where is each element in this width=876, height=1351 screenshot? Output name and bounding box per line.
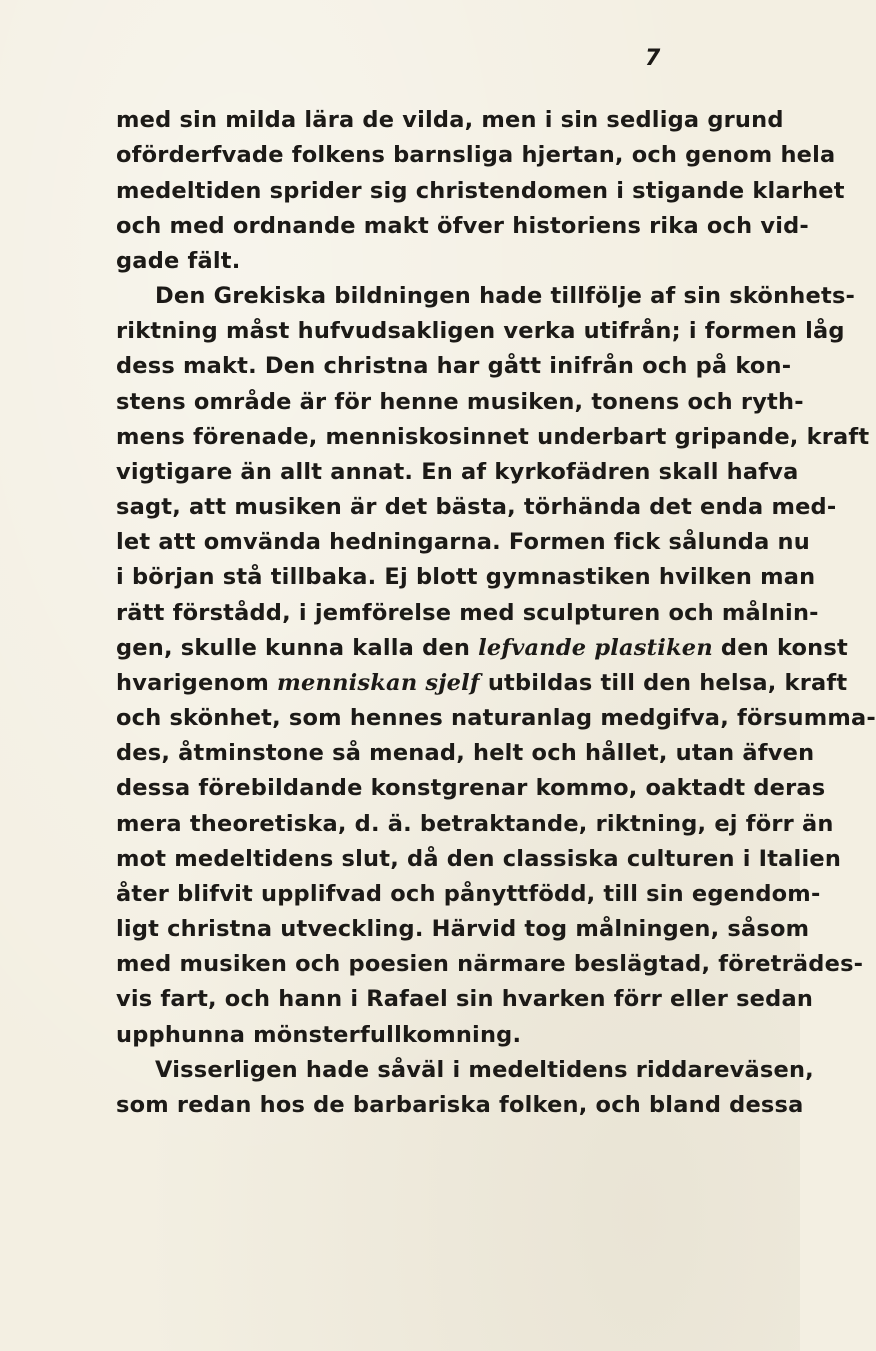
text-segment: utbildas till den helsa, kraft xyxy=(487,670,848,696)
page-number: 7 xyxy=(645,46,661,71)
text-line: riktning måst hufvudsakligen verka utifrån; i formen låg xyxy=(116,318,845,344)
text-line: som redan hos de barbariska folken, och bland dessa xyxy=(116,1092,804,1118)
text-line: let att omvända hedningarna. Formen fick sålunda nu xyxy=(116,529,810,555)
text-segment: den konst xyxy=(720,635,848,661)
text-line: med musiken och poesien närmare beslägtad, företrädes- xyxy=(116,951,864,977)
text-segment: hvarigenom xyxy=(116,670,269,696)
text-line: dessa förebildande konstgrenar kommo, oaktadt deras xyxy=(116,775,826,801)
text-line: Visserligen hade såväl i medeltidens riddareväsen, xyxy=(155,1057,814,1083)
text-line: dess makt. Den christna har gått inifrån och på kon- xyxy=(116,353,792,379)
text-line: vis fart, och hann i Rafael sin hvarken förr eller sedan xyxy=(116,986,814,1012)
text-line xyxy=(116,632,848,664)
text-line: medeltiden sprider sig christendomen i stigande klarhet xyxy=(116,178,845,204)
text-line: gade fält. xyxy=(116,248,241,274)
text-line xyxy=(116,667,848,699)
text-line: åter blifvit upplifvad och pånyttfödd, till sin egendom- xyxy=(116,881,821,907)
text-line: mens förenade, menniskosinnet underbart gripande, kraft xyxy=(116,424,870,450)
text-line: ligt christna utveckling. Härvid tog målningen, såsom xyxy=(116,916,810,942)
text-line: sagt, att musiken är det bästa, törhända det enda med- xyxy=(116,494,837,520)
text-line: mot medeltidens slut, då den classiska culturen i Italien xyxy=(116,846,842,872)
text-line: oförderfvade folkens barnsliga hjertan, och genom hela xyxy=(116,142,836,168)
text-line: des, åtminstone så menad, helt och hållet, utan äfven xyxy=(116,740,815,766)
text-line: vigtigare än allt annat. En af kyrkofädren skall hafva xyxy=(116,459,799,485)
text-line: mera theoretiska, d. ä. betraktande, riktning, ej förr än xyxy=(116,811,834,837)
text-line: stens område är för henne musiken, tonens och ryth- xyxy=(116,389,804,415)
text-line: i början stå tillbaka. Ej blott gymnastiken hvilken man xyxy=(116,564,816,590)
italic-phrase: menniskan sjelf xyxy=(277,670,480,696)
text-line: med sin milda lära de vilda, men i sin sedliga grund xyxy=(116,107,784,133)
text-line: rätt förstådd, i jemförelse med sculpturen och målnin- xyxy=(116,600,819,626)
text-line: och med ordnande makt öfver historiens rika och vid- xyxy=(116,213,809,239)
italic-phrase: lefvande plastiken xyxy=(478,635,713,661)
text-segment: gen, skulle kunna kalla den xyxy=(116,635,471,661)
text-line: och skönhet, som hennes naturanlag medgifva, försumma- xyxy=(116,705,876,731)
text-line: Den Grekiska bildningen hade tillfölje af sin skönhets- xyxy=(155,283,856,309)
text-line: upphunna mönsterfullkomning. xyxy=(116,1022,522,1048)
